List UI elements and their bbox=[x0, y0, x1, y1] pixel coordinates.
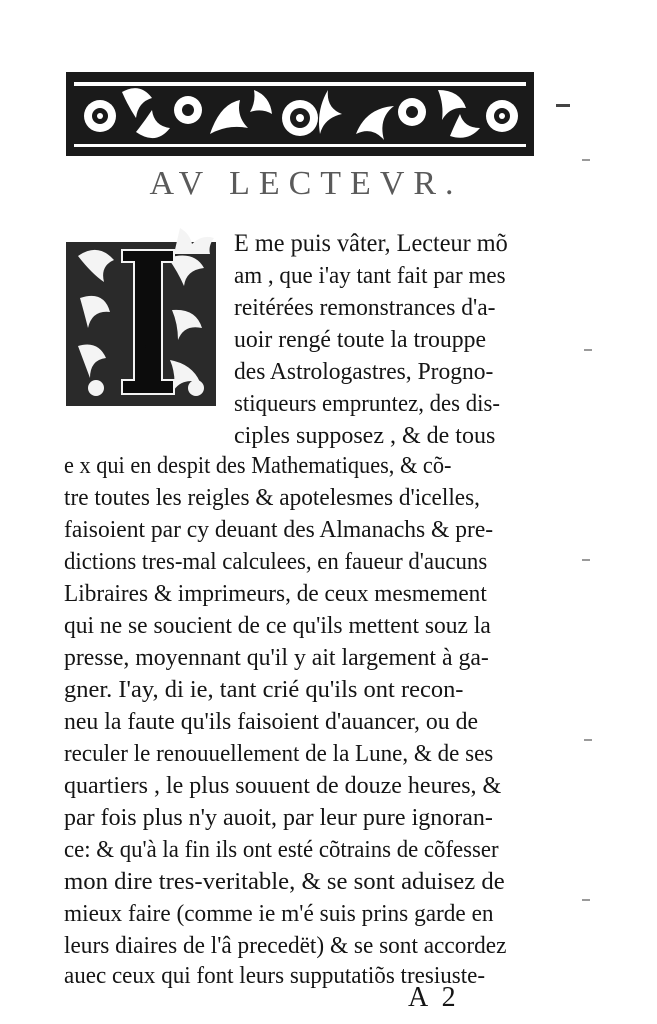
text-line: qui ne se soucient de ce qu'ils mettent souz la bbox=[64, 613, 491, 639]
text-line: tre toutes les reigles & apotelesmes d'icelles, bbox=[64, 485, 480, 511]
text-line: Libraires & imprimeurs, de ceux mesmement bbox=[64, 581, 487, 607]
text-line: dictions tres-mal calculees, en faueur d'aucuns bbox=[64, 549, 488, 575]
text-line: stiqueurs empruntez, des dis- bbox=[234, 391, 500, 417]
decorated-initial-letter bbox=[60, 228, 230, 410]
text-line: gner. I'ay, di ie, tant crié qu'ils ont recon- bbox=[64, 677, 464, 703]
text-line: E me puis vâter, Lecteur mõ bbox=[234, 230, 508, 257]
text-line: auec ceux qui font leurs supputatiõs tresiuste- bbox=[64, 963, 486, 989]
text-line: ciples supposez , & de tous bbox=[234, 423, 496, 449]
text-line: des Astrologastres, Progno- bbox=[234, 359, 494, 385]
text-line: ce: & qu'à la fin ils ont esté cõtrains de cõfesser bbox=[64, 837, 499, 863]
text-line: reculer le renouuellement de la Lune, & de ses bbox=[64, 741, 494, 767]
ornamental-headpiece bbox=[66, 72, 534, 156]
text-line: faisoient par cy deuant des Almanachs & pre- bbox=[64, 517, 494, 543]
text-line: mon dire tres-veritable, & se sont aduisez de bbox=[64, 869, 505, 895]
text-line: mieux faire (comme ie m'é suis prins garde en bbox=[64, 901, 494, 927]
text-line: neu la faute qu'ils faisoient d'auancer, ou de bbox=[64, 709, 479, 735]
margin-marks bbox=[578, 140, 598, 960]
text-line: uoir rengé toute la trouppe bbox=[234, 327, 487, 353]
text-line: quartiers , le plus souuent de douze heures, & bbox=[64, 773, 502, 799]
stray-mark bbox=[556, 104, 570, 107]
text-line: reitérées remonstrances d'a- bbox=[234, 295, 496, 321]
initial-letter-text: I bbox=[144, 344, 146, 349]
page-heading: AV LECTEVR. bbox=[149, 165, 463, 202]
text-line: e x qui en despit des Mathematiques, & cõ- bbox=[64, 453, 452, 479]
text-line: par fois plus n'y auoit, par leur pure ignoran- bbox=[64, 805, 493, 831]
text-line: am , que i'ay tant fait par mes bbox=[234, 263, 506, 289]
text-line: presse, moyennant qu'il y ait largement à ga- bbox=[64, 645, 489, 671]
text-line: leurs diaires de l'â precedët) & se sont accordez bbox=[64, 933, 507, 959]
signature-mark: A 2 bbox=[408, 982, 460, 1013]
